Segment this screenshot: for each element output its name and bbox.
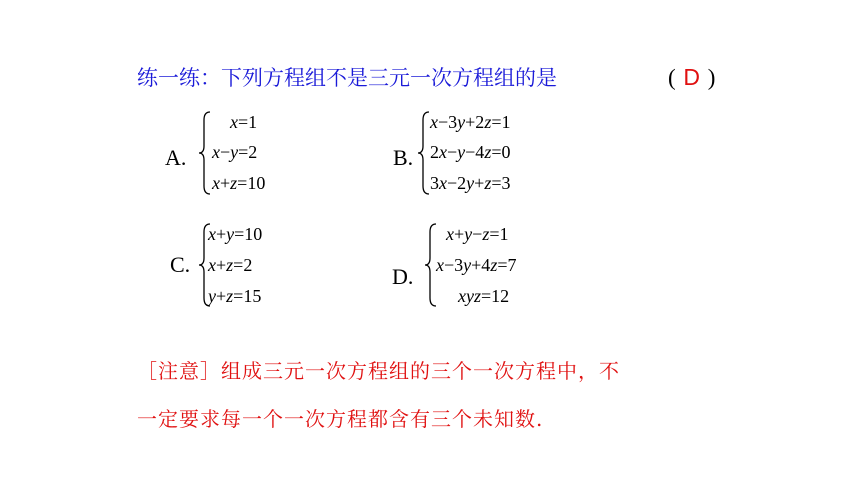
option-b-eq-1: x−3y+2z=1 — [430, 112, 511, 132]
option-b-eq-3: 3x−2y+z=3 — [430, 173, 511, 193]
paren-close: ) — [707, 65, 716, 90]
option-a-eq-2: x−y=2 — [212, 142, 258, 162]
note-line-1: ［注意］组成三元一次方程组的三个一次方程中，不 — [137, 359, 620, 383]
option-c-eq-2: x+z=2 — [208, 255, 253, 275]
option-b-eq-2: 2x−y−4z=0 — [430, 142, 511, 162]
option-a-label: A. — [165, 145, 187, 170]
option-b-brace — [417, 110, 431, 196]
note-line-2: 一定要求每一个一次方程都含有三个未知数. — [137, 407, 544, 431]
paren-open: ( — [668, 65, 676, 90]
option-c-label: C. — [170, 252, 191, 277]
option-d-eq-3: xyz=12 — [458, 286, 510, 306]
answer-parentheses — [668, 64, 715, 91]
option-d-label: D. — [392, 264, 414, 289]
option-a-eq-3: x+z=10 — [212, 173, 266, 193]
option-d-eq-1: x+y−z=1 — [446, 224, 509, 244]
option-d-eq-2: x−3y+4z=7 — [436, 255, 517, 275]
option-a-brace — [198, 110, 212, 196]
option-a-eq-1: x=1 — [230, 112, 258, 132]
question-text: 练一练：下列方程组不是三元一次方程组的是 — [137, 66, 557, 90]
option-c-eq-3: y+z=15 — [208, 286, 262, 306]
option-b-label: B. — [393, 145, 414, 170]
option-c-eq-1: x+y=10 — [208, 224, 263, 244]
answer-letter: D — [683, 64, 701, 90]
